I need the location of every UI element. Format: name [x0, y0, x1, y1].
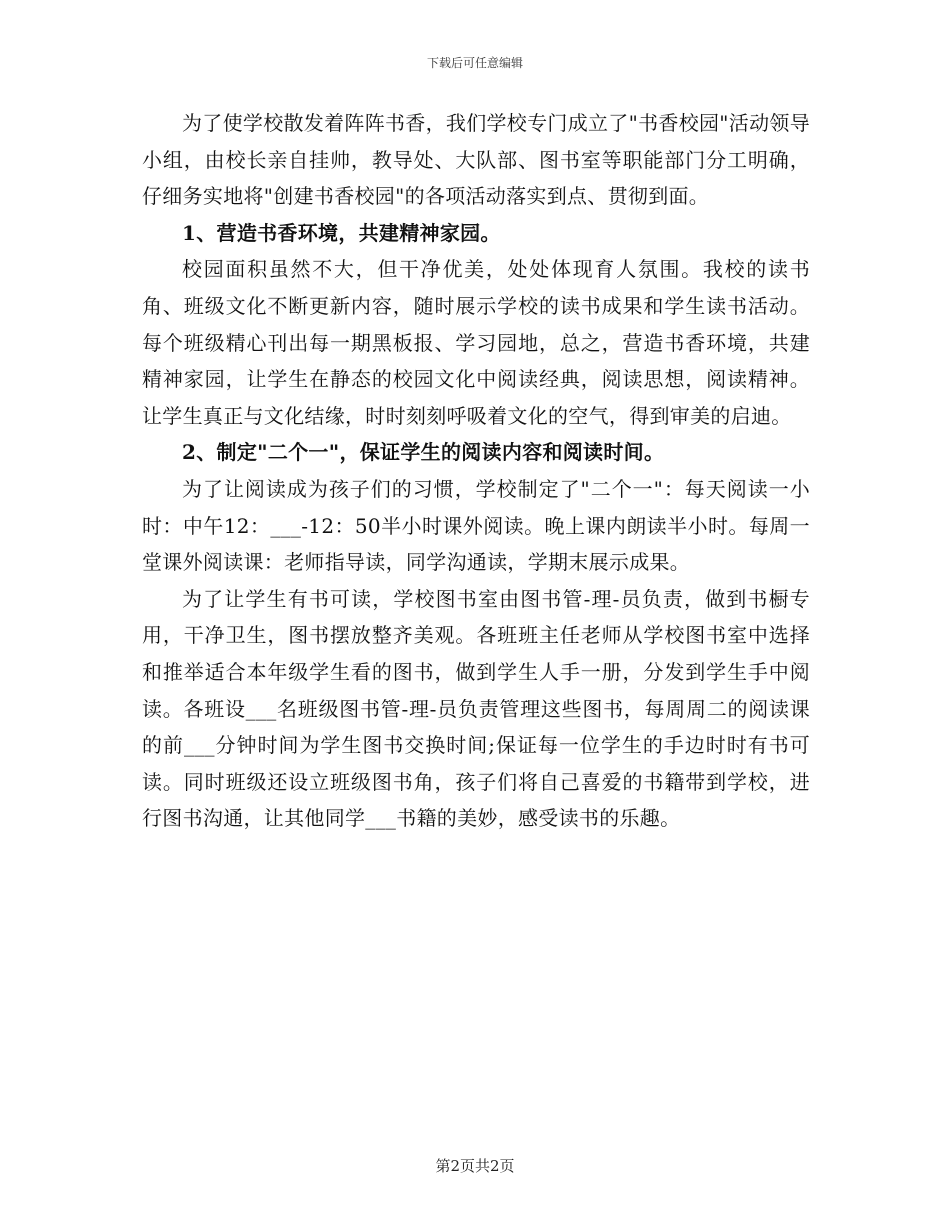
- section-1-paragraph: 校园面积虽然不大，但干净优美，处处体现育人氛围。我校的读书角、班级文化不断更新内容，随时展示学校的读书成果和学生读书活动。每个班级精心刊出每一期黑板报、学习园地，总之，营造书香环境，共建精神家园，让学生在静态的校园文化中阅读经典，阅读思想，阅读精神。让学生真正与文化结缘，时时刻刻呼吸着文化的空气，得到审美的启迪。: [142, 257, 810, 428]
- header-note: 下载后可任意编辑: [426, 56, 523, 70]
- section-2-paragraph-1: 为了让阅读成为孩子们的习惯，学校制定了"二个一"：每天阅读一小时：中午12：___-12：50半小时课外阅读。晚上课内朗读半小时。每周一堂课外阅读课：老师指导读，同学沟通读，学期末展示成果。: [142, 476, 810, 575]
- section-heading-2: 2、制定"二个一"，保证学生的阅读内容和阅读时间。: [182, 440, 665, 465]
- page-number: 第2页共2页: [435, 1157, 515, 1175]
- document-body: [142, 105, 810, 837]
- section-2-paragraph-2: 为了让学生有书可读，学校图书室由图书管-理-员负责，做到书橱专用，干净卫生，图书摆放整齐美观。各班班主任老师从学校图书室中选择和推举适合本年级学生看的图书，做到学生人手一册，分发到学生手中阅读。各班设___名班级图书管-理-员负责管理这些图书，每周周二的阅读课的前___分钟时间为学生图书交换时间;保证每一位学生的手边时时有书可读。同时班级还设立班级图书角，孩子们将自己喜爱的书籍带到学校，进行图书沟通，让其他同学___书籍的美妙，感受读书的乐趣。: [142, 586, 810, 831]
- section-heading-1: 1、营造书香环境，共建精神家园。: [182, 220, 501, 245]
- intro-paragraph: 为了使学校散发着阵阵书香，我们学校专门成立了"书香校园"活动领导小组，由校长亲自挂帅，教导处、大队部、图书室等职能部门分工明确，仔细务实地将"创建书香校园"的各项活动落实到点、贯彻到面。: [142, 111, 810, 209]
